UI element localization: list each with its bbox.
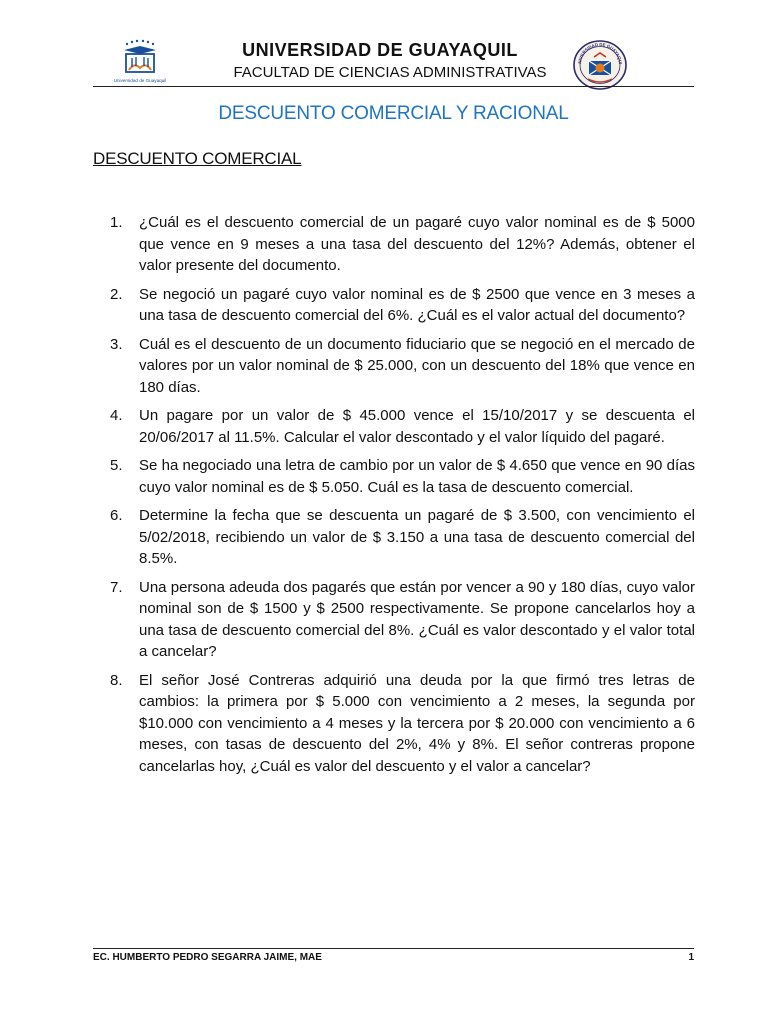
exercise-text: Se negoció un pagaré cuyo valor nominal es de $ 2500 que vence en 3 meses a una tasa de descuento comercial del 6%. ¿Cuál es el valor actual del documento? — [139, 285, 695, 324]
exercise-number: 7. — [110, 578, 123, 596]
footer-author: EC. HUMBERTO PEDRO SEGARRA JAIME, MAE — [93, 952, 322, 963]
exercise-text: Se ha negociado una letra de cambio por un valor de $ 4.650 que vence en 90 días cuyo valor nominal es de $ 5.050. Cuál es la tasa de descuento comercial. — [139, 457, 695, 496]
exercise-item — [110, 505, 695, 570]
university-name: UNIVERSIDAD DE GUAYAQUIL — [242, 40, 518, 60]
exercise-number: 8. — [110, 671, 123, 689]
page-header — [0, 0, 768, 90]
exercise-number: 2. — [110, 285, 123, 303]
exercise-text: Un pagare por un valor de $ 45.000 vence el 15/10/2017 y se descuenta el 20/06/2017 al 11.5%. Calcular el valor descontado y el valor líquido del pagaré. — [139, 407, 695, 446]
faculty-name: FACULTAD DE CIENCIAS ADMINISTRATIVAS — [233, 64, 547, 81]
exercise-number: 3. — [110, 335, 123, 353]
header-divider — [93, 86, 694, 87]
exercise-text: ¿Cuál es el descuento comercial de un pagaré cuyo valor nominal es de $ 5000 que vence en 9 meses a una tasa del descuento del 12%? Además, obtener el valor presente del documento. — [139, 214, 695, 274]
faculty-seal-right — [572, 39, 628, 91]
exercise-item — [110, 405, 695, 448]
document-title: DESCUENTO COMERCIAL Y RACIONAL — [218, 103, 569, 124]
exercise-list — [110, 212, 695, 784]
exercise-number: 5. — [110, 457, 123, 474]
exercise-number: 1. — [110, 214, 123, 231]
exercise-text: El señor José Contreras adquirió una deuda por la que firmó tres letras de cambios: la primera por $ 5.000 con vencimiento a 2 meses, la segunda por $10.000 con vencimiento a 4 meses y la tercera por $ 20.000 con vencimiento a 6 meses, con tasas de descuento del 2%, 4% y 8%. El señor contreras propone cancelarlas hoy, ¿Cuál es valor del descuento y el valor a cancelar? — [139, 671, 695, 775]
exercise-text: Una persona adeuda dos pagarés que están por vencer a 90 y 180 días, cuyo valor nominal son de $ 1500 y $ 2500 respectivamente. Se propone cancelarlos hoy a una tasa de descuento comercial del 8%. ¿Cuál es valor descontado y el valor total a cancelar? — [139, 578, 695, 660]
page-number: 1 — [688, 952, 694, 963]
footer-divider — [93, 948, 694, 949]
logo-left-caption: Universidad de Guayaquil — [113, 78, 167, 83]
exercise-text: Cuál es el descuento de un documento fiduciario que se negoció en el mercado de valores por un valor nominal de $ 25.000, con un descuento del 18% que vence en 180 días. — [139, 335, 695, 396]
university-logo-left — [112, 38, 168, 86]
section-title: DESCUENTO COMERCIAL — [93, 149, 302, 168]
exercise-item — [110, 334, 695, 399]
exercise-item — [110, 455, 695, 498]
exercise-item — [110, 577, 695, 663]
seal-caption: NIVERSIDAD DE GUAYAQUI — [577, 41, 623, 65]
exercise-item — [110, 284, 695, 327]
exercise-item — [110, 212, 695, 277]
exercise-text: Determine la fecha que se descuenta un pagaré de $ 3.500, con vencimiento el 5/02/2018, recibiendo un valor de $ 3.150 a una tasa de descuento comercial del 8.5%. — [139, 507, 695, 567]
exercise-number: 6. — [110, 507, 123, 524]
exercise-number: 4. — [110, 407, 123, 424]
exercise-item — [110, 670, 695, 778]
